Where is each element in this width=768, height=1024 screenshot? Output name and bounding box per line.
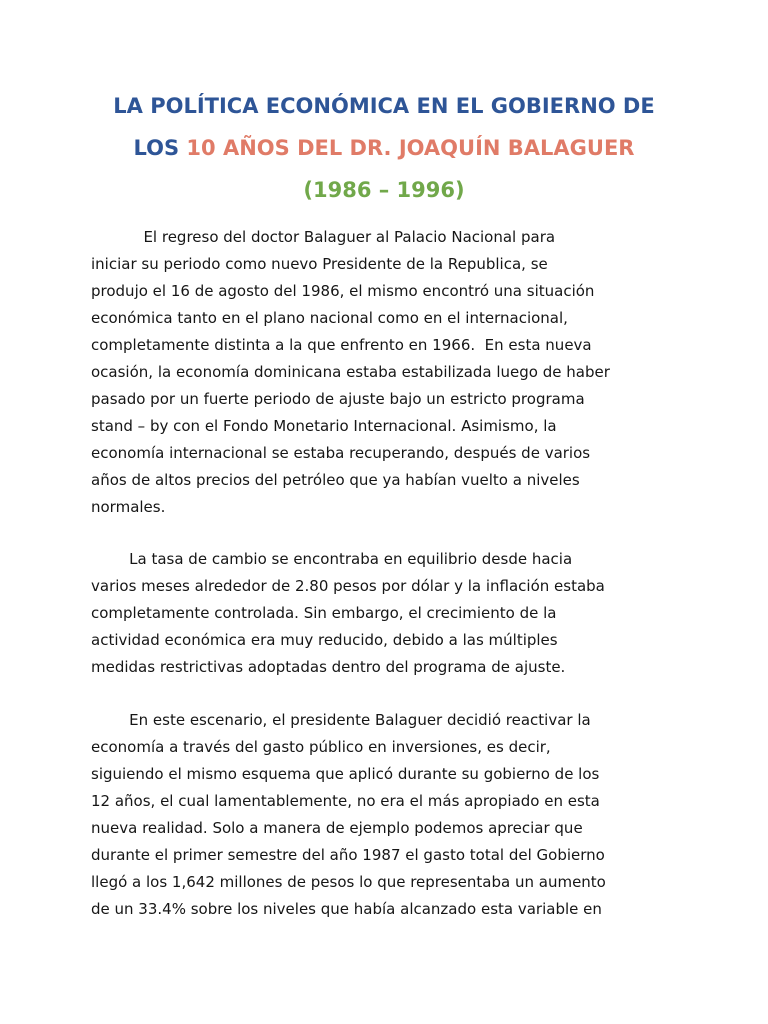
paragraph-line: llegó a los 1,642 millones de pesos lo que representaba un aumento	[91, 873, 606, 891]
paragraph-line: años de altos precios del petróleo que ya habían vuelto a niveles	[91, 471, 580, 489]
paragraph-line: La tasa de cambio se encontraba en equilibrio desde hacia	[91, 550, 573, 568]
paragraph-line: varios meses alrededor de 2.80 pesos por dólar y la inflación estaba	[91, 577, 605, 595]
title-line-1: LA POLÍTICA ECONÓMICA EN EL GOBIERNO DE	[113, 94, 655, 118]
paragraph-line: medidas restrictivas adoptadas dentro del programa de ajuste.	[91, 658, 566, 676]
paragraph-3	[91, 707, 691, 923]
paragraph-line: normales.	[91, 498, 166, 516]
paragraph-line: siguiendo el mismo esquema que aplicó durante su gobierno de los	[91, 765, 600, 783]
paragraph-line: pasado por un fuerte periodo de ajuste bajo un estricto programa	[91, 390, 585, 408]
title-line-2	[0, 135, 768, 161]
paragraph-line: economía internacional se estaba recuperando, después de varios	[91, 444, 591, 462]
paragraph-line: completamente controlada. Sin embargo, el crecimiento de la	[91, 604, 557, 622]
title-line-2-prefix: LOS	[133, 136, 180, 160]
title-years: (1986 – 1996)	[303, 178, 465, 202]
paragraph-line: produjo el 16 de agosto del 1986, el mismo encontró una situación	[91, 282, 595, 300]
title-line-2-highlight: 10 AÑOS DEL DR. JOAQUÍN BALAGUER	[186, 136, 635, 160]
paragraph-line: completamente distinta a la que enfrento en 1966. En esta nueva	[91, 336, 592, 354]
paragraph-line: económica tanto en el plano nacional como en el internacional,	[91, 309, 568, 327]
paragraph-line: En este escenario, el presidente Balaguer decidió reactivar la	[91, 711, 591, 729]
paragraph-line: de un 33.4% sobre los niveles que había alcanzado esta variable en	[91, 900, 602, 918]
paragraph-1	[91, 224, 691, 521]
paragraph-line: actividad económica era muy reducido, debido a las múltiples	[91, 631, 558, 649]
paragraph-line: nueva realidad. Solo a manera de ejemplo podemos apreciar que	[91, 819, 583, 837]
paragraph-line: durante el primer semestre del año 1987 el gasto total del Gobierno	[91, 846, 605, 864]
paragraph-line: economía a través del gasto público en inversiones, es decir,	[91, 738, 551, 756]
paragraph-line: stand – by con el Fondo Monetario Internacional. Asimismo, la	[91, 417, 557, 435]
paragraph-line: 12 años, el cual lamentablemente, no era el más apropiado en esta	[91, 792, 600, 810]
paragraph-line: El regreso del doctor Balaguer al Palacio Nacional para	[91, 228, 556, 246]
paragraph-line: ocasión, la economía dominicana estaba estabilizada luego de haber	[91, 363, 610, 381]
paragraph-line: iniciar su periodo como nuevo Presidente de la Republica, se	[91, 255, 548, 273]
paragraph-2	[91, 546, 691, 681]
